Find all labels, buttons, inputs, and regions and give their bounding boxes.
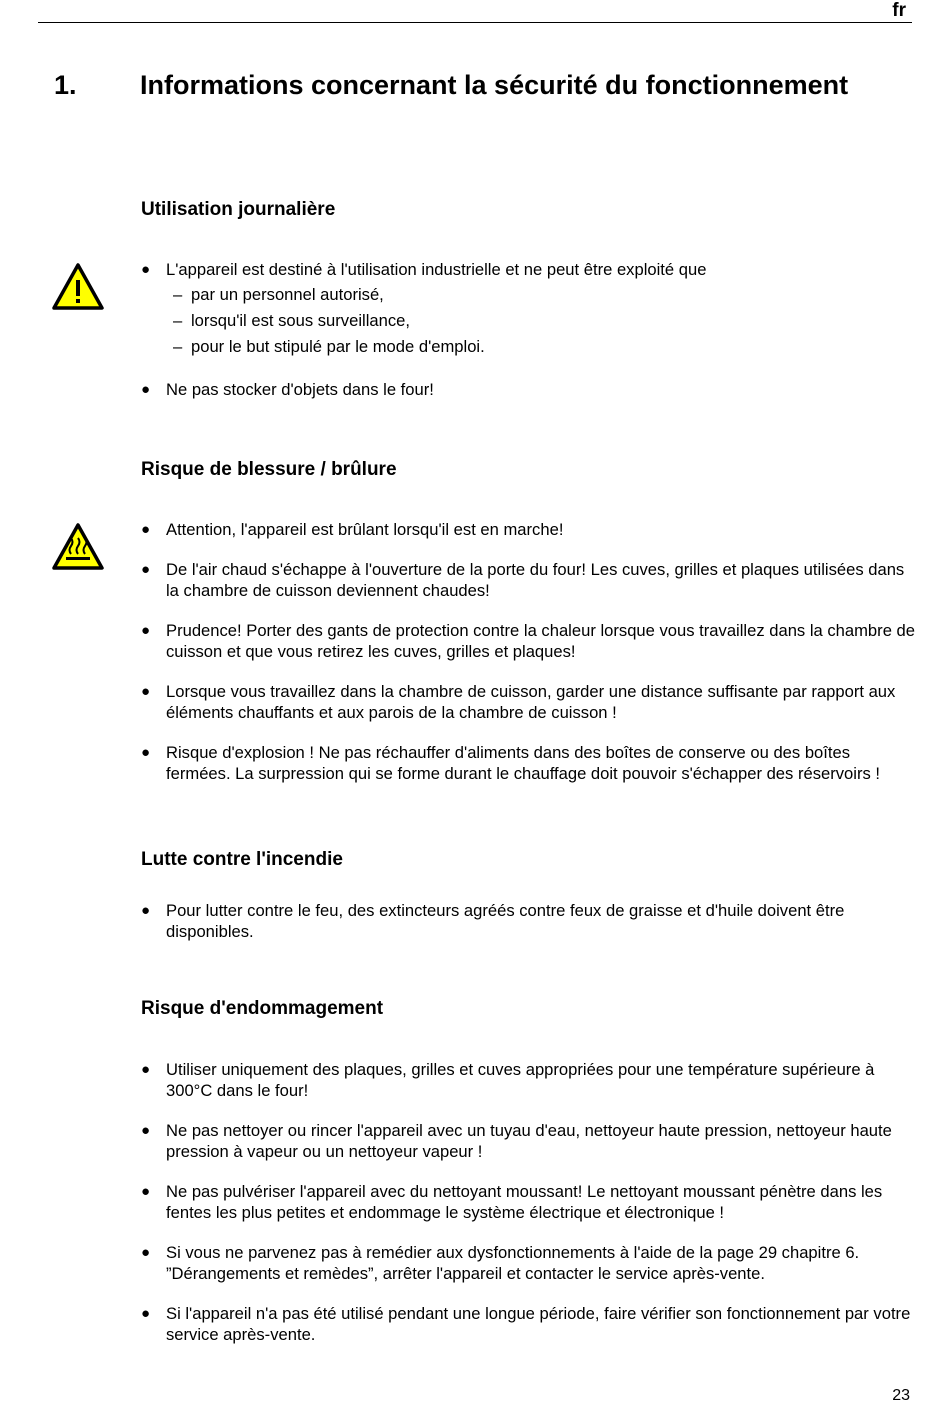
item-text: Ne pas pulvériser l'appareil avec du nettoyant moussant! Le nettoyant moussant pénètre dans les fentes les plus petites et endommage le système électrique et électronique ! <box>166 1182 883 1222</box>
bullet: ● <box>141 902 151 919</box>
hot-surface-icon <box>51 522 105 572</box>
bullet: ● <box>141 683 151 700</box>
header-rule <box>38 22 912 23</box>
bullet: ● <box>141 622 151 639</box>
language-code: fr <box>892 0 906 21</box>
list-utilisation <box>141 259 916 400</box>
list-blessure <box>141 519 916 784</box>
list-incendie <box>141 900 916 942</box>
item-text: Attention, l'appareil est brûlant lorsqu'il est en marche! <box>166 520 564 539</box>
sub-item-text: lorsqu'il est sous surveillance, <box>191 311 410 330</box>
item-text: Utiliser uniquement des plaques, grilles et cuves appropriées pour une température supérieure à 300°C dans le four! <box>166 1060 875 1100</box>
list-item <box>141 742 916 784</box>
section-title-endommagement: Risque d'endommagement <box>141 998 384 1019</box>
chapter-number: 1. <box>54 70 77 100</box>
list-endommagement <box>141 1059 916 1345</box>
bullet: ● <box>141 1305 151 1322</box>
item-text: L'appareil est destiné à l'utilisation industrielle et ne peut être exploité que <box>166 260 707 279</box>
sub-item-text: par un personnel autorisé, <box>191 285 384 304</box>
bullet: ● <box>141 744 151 761</box>
bullet: ● <box>141 381 151 398</box>
list-item <box>141 379 916 400</box>
list-item <box>141 681 916 723</box>
bullet: ● <box>141 561 151 578</box>
sub-item-text: pour le but stipulé par le mode d'emploi. <box>191 337 485 356</box>
sub-item: – pour le but stipulé par le mode d'emploi. <box>173 337 485 356</box>
warning-exclamation-icon <box>51 262 105 312</box>
item-text: Si vous ne parvenez pas à remédier aux dysfonctionnements à l'aide de la page 29 chapitre 6. ”Dérangements et remèdes”, arrêter l'appareil et contacter le service après-vente. <box>166 1243 860 1283</box>
list-item <box>141 900 916 942</box>
item-text: Prudence! Porter des gants de protection contre la chaleur lorsque vous travaillez dans la chambre de cuisson et que vous retirez les cuves, grilles et plaques! <box>166 621 915 661</box>
item-text: Pour lutter contre le feu, des extincteurs agréés contre feux de graisse et d'huile doivent être disponibles. <box>166 901 845 941</box>
chapter-heading <box>54 70 848 101</box>
list-item <box>141 1303 916 1345</box>
list-item <box>141 1242 916 1284</box>
bullet: ● <box>141 1122 151 1139</box>
list-item <box>141 1059 916 1101</box>
section-title-utilisation: Utilisation journalière <box>141 199 336 220</box>
bullet: ● <box>141 1244 151 1261</box>
item-text: De l'air chaud s'échappe à l'ouverture de la porte du four! Les cuves, grilles et plaques utilisées dans la chambre de cuisson deviennent chaudes! <box>166 560 905 600</box>
bullet: ● <box>141 1183 151 1200</box>
item-text: Risque d'explosion ! Ne pas réchauffer d'aliments dans des boîtes de conserve ou des boîtes fermées. La surpression qui se forme durant le chauffage doit pouvoir s'échapper des réservoirs ! <box>166 743 881 783</box>
list-item <box>141 519 916 540</box>
section-title-blessure: Risque de blessure / brûlure <box>141 459 397 480</box>
bullet: ● <box>141 261 151 278</box>
page-number: 23 <box>892 1387 910 1404</box>
list-item <box>141 259 916 280</box>
list-item <box>141 1120 916 1162</box>
chapter-title: Informations concernant la sécurité du fonctionnement <box>140 70 849 100</box>
list-item <box>141 559 916 601</box>
item-text: Si l'appareil n'a pas été utilisé pendant une longue période, faire vérifier son fonctionnement par votre service après-vente. <box>166 1304 911 1344</box>
list-item <box>141 1181 916 1223</box>
section-title-incendie: Lutte contre l'incendie <box>141 849 343 870</box>
sub-item: – par un personnel autorisé, <box>173 285 384 304</box>
item-text: Ne pas stocker d'objets dans le four! <box>166 380 434 399</box>
bullet: ● <box>141 1061 151 1078</box>
item-text: Lorsque vous travaillez dans la chambre de cuisson, garder une distance suffisante par rapport aux éléments chauffants et aux parois de la chambre de cuisson ! <box>166 682 896 722</box>
bullet: ● <box>141 521 151 538</box>
list-item <box>141 620 916 662</box>
sub-item: – lorsqu'il est sous surveillance, <box>173 311 410 330</box>
item-text: Ne pas nettoyer ou rincer l'appareil avec un tuyau d'eau, nettoyeur haute pression, nettoyeur haute pression à vapeur ou un nettoyeur vapeur ! <box>166 1121 892 1161</box>
